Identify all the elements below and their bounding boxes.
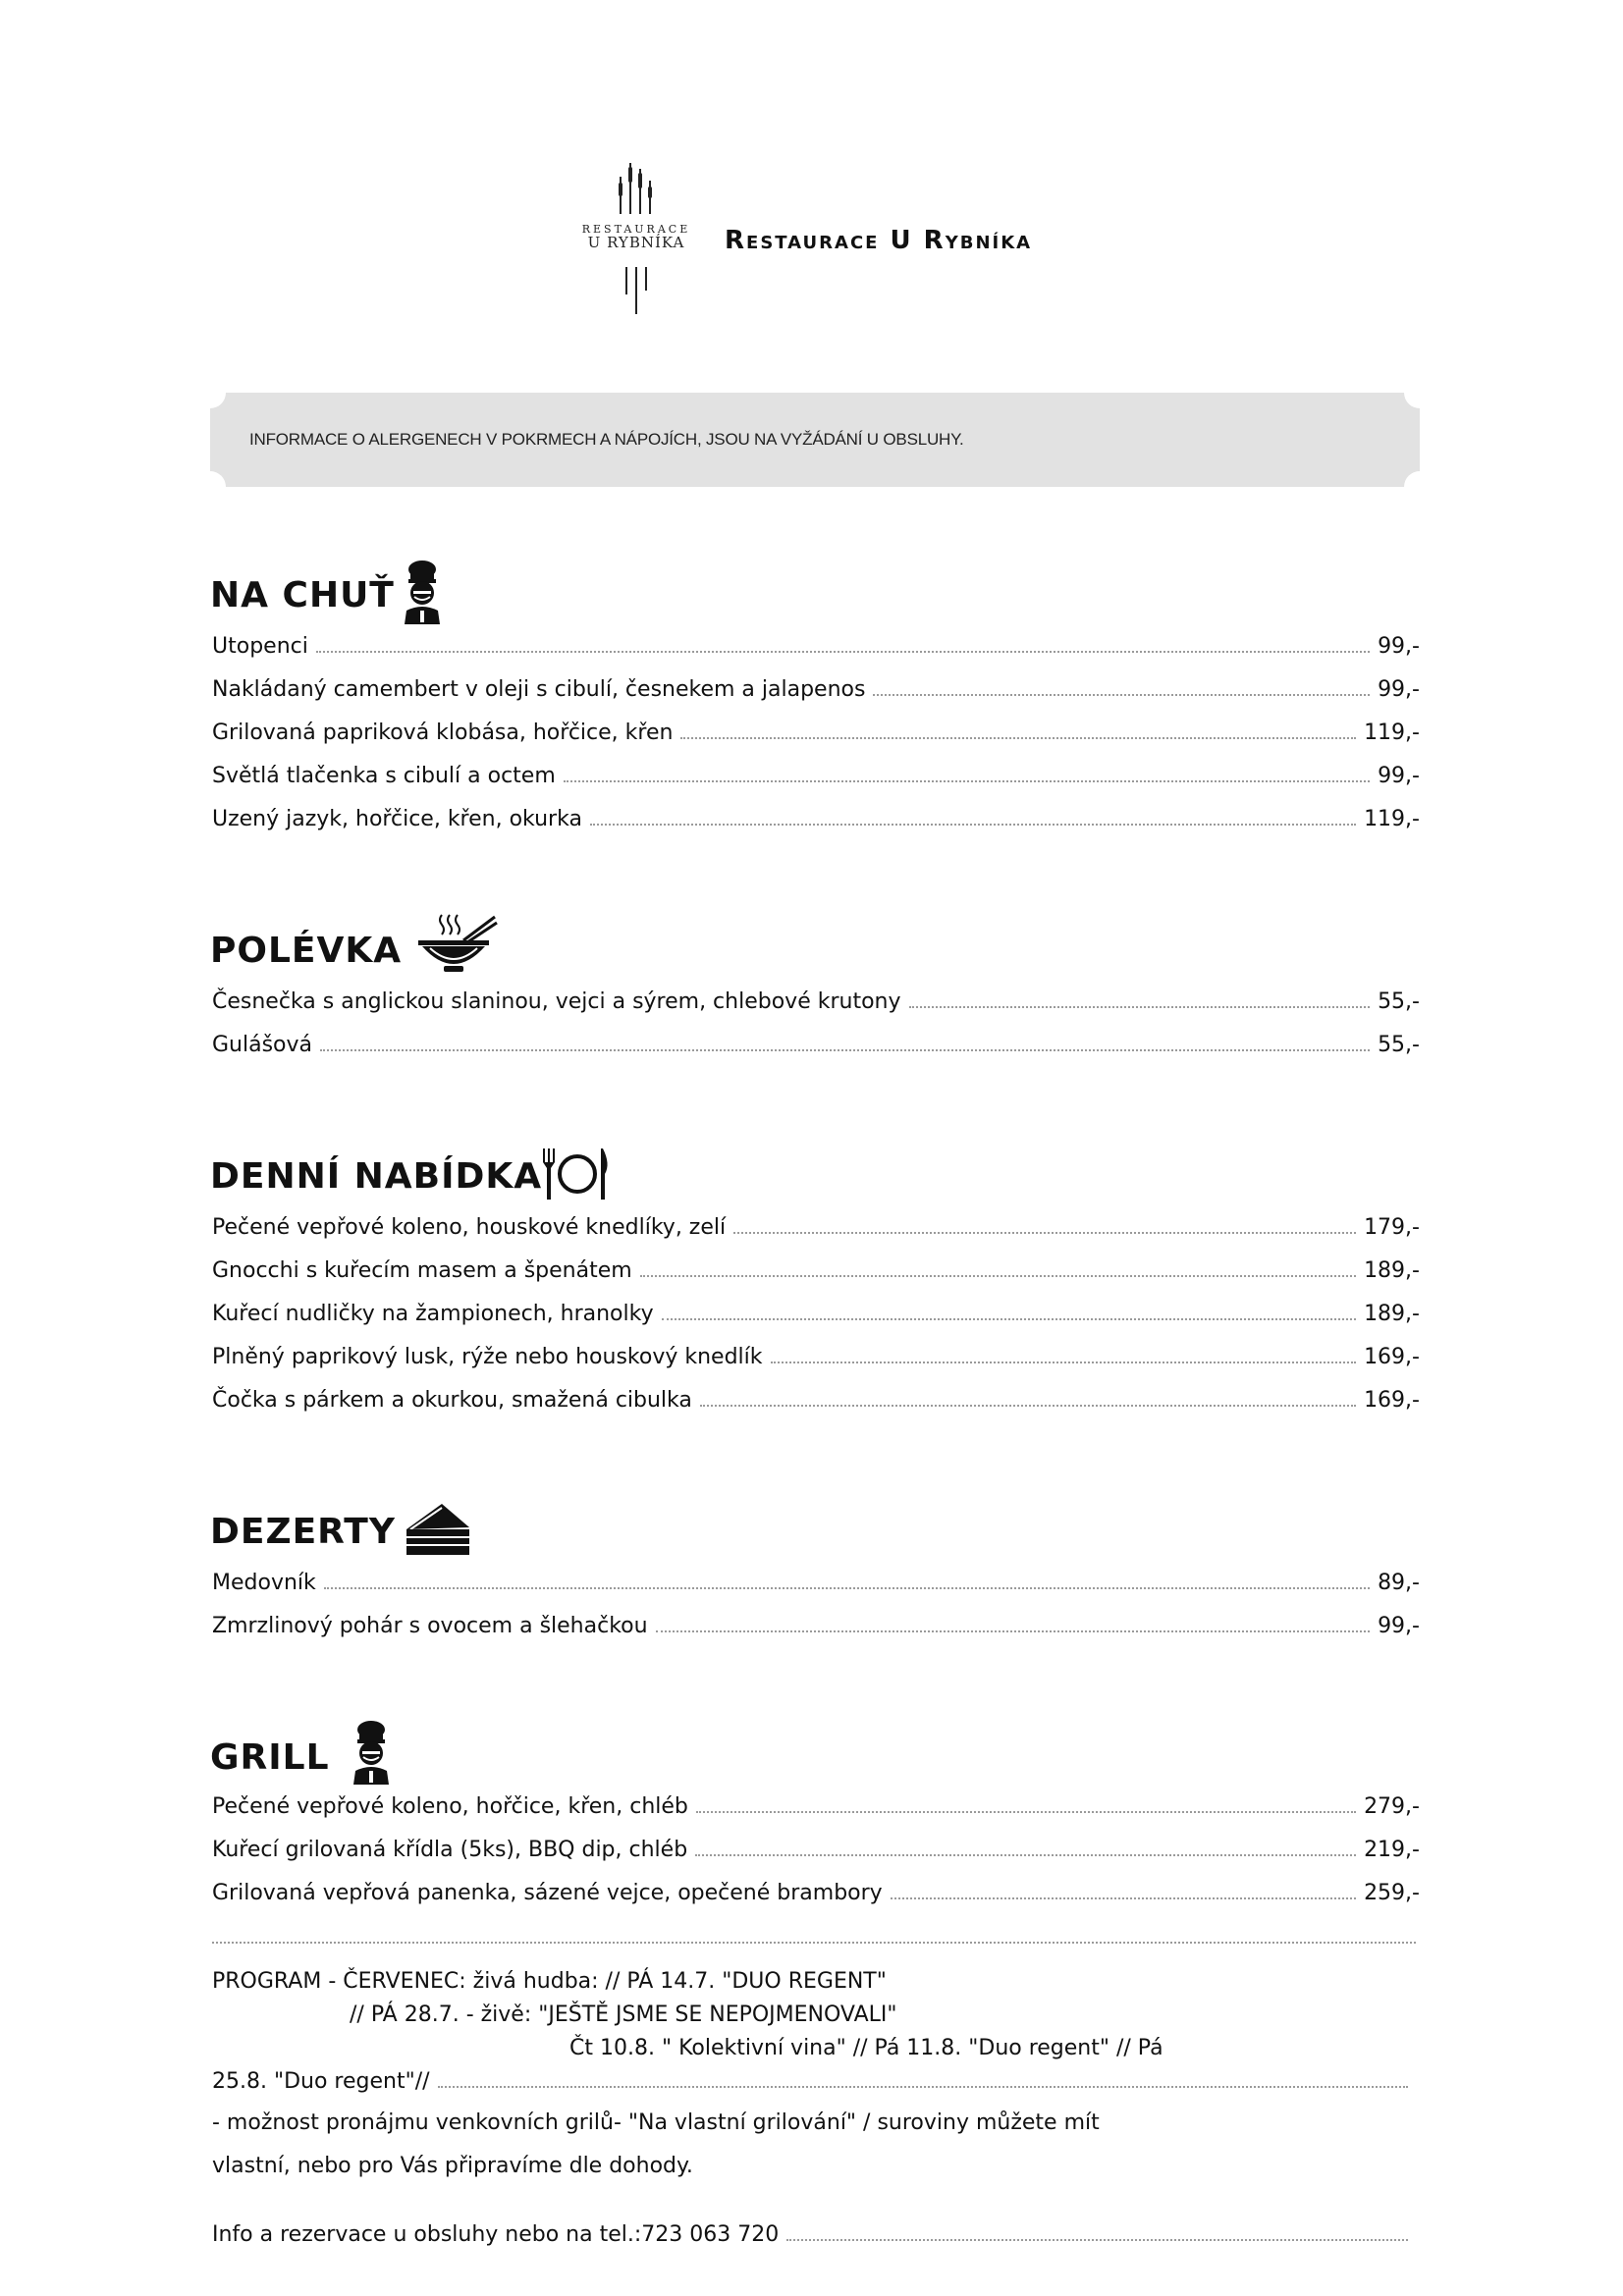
item-price: 219,- bbox=[1364, 1838, 1420, 1862]
leader-dots bbox=[873, 678, 1370, 696]
item-name: Pečené vepřové koleno, houskové knedlíky, zelí bbox=[212, 1215, 727, 1240]
leader-dots bbox=[696, 1795, 1356, 1813]
item-price: 169,- bbox=[1364, 1345, 1420, 1369]
logo-line-1: RESTAURACE bbox=[581, 223, 691, 236]
leader-dots bbox=[891, 1882, 1356, 1899]
chef-icon bbox=[399, 560, 446, 628]
leader-dots bbox=[212, 1942, 1416, 1944]
item-price: 189,- bbox=[1364, 1258, 1420, 1283]
item-price: 169,- bbox=[1364, 1388, 1420, 1413]
allergen-banner bbox=[210, 393, 1420, 487]
leader-dots bbox=[771, 1346, 1357, 1363]
program-line: // PÁ 28.7. - živě: "JEŠTĚ JSME SE NEPOJMENOVALI" bbox=[350, 2002, 897, 2027]
menu-item bbox=[212, 677, 1420, 713]
item-name: Uzený jazyk, hořčice, křen, okurka bbox=[212, 807, 582, 831]
item-name: Kuřecí grilovaná křídla (5ks), BBQ dip, chléb bbox=[212, 1838, 688, 1862]
item-name: Gulášová bbox=[212, 1033, 313, 1057]
menu-item bbox=[212, 989, 1420, 1025]
item-name: Grilovaná papriková klobása, hořčice, křen bbox=[212, 721, 674, 745]
program-line: vlastní, nebo pro Vás připravíme dle dohody. bbox=[212, 2154, 693, 2178]
item-name: Světlá tlačenka s cibulí a octem bbox=[212, 764, 556, 788]
soup-bowl-icon bbox=[416, 911, 499, 982]
allergen-notice: INFORMACE O ALERGENECH V POKRMECH A NÁPOJÍCH, JSOU NA VYŽÁDÁNÍ U OBSLUHY. bbox=[249, 430, 964, 449]
section-title-denni-nabidka: DENNÍ NABÍDKA bbox=[210, 1156, 543, 1197]
contact-info: Info a rezervace u obsluhy nebo na tel.:723 063 720 bbox=[212, 2222, 780, 2247]
item-name: Zmrzlinový pohár s ovocem a šlehačkou bbox=[212, 1614, 648, 1638]
header bbox=[0, 157, 1623, 324]
leader-dots bbox=[786, 2223, 1408, 2241]
menu-item bbox=[212, 1881, 1420, 1916]
item-price: 99,- bbox=[1378, 677, 1420, 702]
chef-icon bbox=[348, 1720, 395, 1789]
leader-dots bbox=[640, 1259, 1356, 1277]
item-price: 89,- bbox=[1378, 1571, 1420, 1595]
menu-item bbox=[212, 1215, 1420, 1251]
leader-dots bbox=[680, 721, 1356, 739]
item-price: 119,- bbox=[1364, 807, 1420, 831]
section-title-grill: GRILL bbox=[210, 1737, 330, 1778]
section-title-dezerty: DEZERTY bbox=[210, 1512, 396, 1552]
plate-cutlery-icon bbox=[540, 1145, 613, 1207]
logo-line-2: U RYBNÍKA bbox=[587, 233, 685, 251]
item-price: 99,- bbox=[1378, 634, 1420, 659]
item-name: Utopenci bbox=[212, 634, 308, 659]
restaurant-name: Restaurace U Rybníka bbox=[725, 226, 1033, 255]
item-price: 119,- bbox=[1364, 721, 1420, 745]
item-price: 179,- bbox=[1364, 1215, 1420, 1240]
leader-dots bbox=[700, 1389, 1356, 1407]
item-name: Medovník bbox=[212, 1571, 316, 1595]
leader-dots bbox=[662, 1303, 1356, 1320]
item-price: 99,- bbox=[1378, 764, 1420, 788]
leader-dots bbox=[438, 2070, 1408, 2088]
menu-item bbox=[212, 634, 1420, 669]
menu-item bbox=[212, 1033, 1420, 1068]
item-name: Česnečka s anglickou slaninou, vejci a sýrem, chlebové krutony bbox=[212, 989, 901, 1014]
program-line: 25.8. "Duo regent"// bbox=[212, 2069, 430, 2094]
restaurant-logo bbox=[577, 157, 695, 324]
item-name: Nakládaný camembert v oleji s cibulí, česnekem a jalapenos bbox=[212, 677, 866, 702]
menu-item bbox=[212, 1571, 1420, 1606]
leader-dots bbox=[324, 1572, 1370, 1589]
menu-item bbox=[212, 1838, 1420, 1873]
item-price: 259,- bbox=[1364, 1881, 1420, 1905]
logo-text bbox=[577, 224, 695, 250]
cake-slice-icon bbox=[403, 1500, 473, 1563]
menu-item bbox=[212, 1614, 1420, 1649]
leader-dots bbox=[909, 990, 1371, 1008]
item-price: 189,- bbox=[1364, 1302, 1420, 1326]
section-title-na-chut: NA CHUŤ bbox=[210, 575, 395, 615]
menu-item bbox=[212, 1258, 1420, 1294]
item-name: Plněný paprikový lusk, rýže nebo houskový knedlík bbox=[212, 1345, 763, 1369]
item-price: 55,- bbox=[1378, 989, 1420, 1014]
item-name: Gnocchi s kuřecím masem a špenátem bbox=[212, 1258, 632, 1283]
leader-dots bbox=[564, 765, 1370, 782]
program-line: Čt 10.8. " Kolektivní vina" // Pá 11.8. "Duo regent" // Pá bbox=[569, 2036, 1163, 2060]
leader-dots bbox=[316, 635, 1370, 653]
leader-dots bbox=[656, 1615, 1371, 1632]
menu-item bbox=[212, 764, 1420, 799]
item-name: Čočka s párkem a okurkou, smažená cibulka bbox=[212, 1388, 692, 1413]
item-price: 279,- bbox=[1364, 1794, 1420, 1819]
item-name: Pečené vepřové koleno, hořčice, křen, chléb bbox=[212, 1794, 688, 1819]
program-line: PROGRAM - ČERVENEC: živá hudba: // PÁ 14.7. "DUO REGENT" bbox=[212, 1969, 887, 1994]
contact-row bbox=[212, 2222, 1416, 2258]
item-name: Grilovaná vepřová panenka, sázené vejce, opečené brambory bbox=[212, 1881, 883, 1905]
leader-dots bbox=[320, 1034, 1370, 1051]
item-price: 99,- bbox=[1378, 1614, 1420, 1638]
menu-item bbox=[212, 1794, 1420, 1830]
menu-item bbox=[212, 721, 1420, 756]
menu-item bbox=[212, 1388, 1420, 1423]
item-name: Kuřecí nudličky na žampionech, hranolky bbox=[212, 1302, 654, 1326]
program-line: - možnost pronájmu venkovních grilů- "Na vlastní grilování" / suroviny můžete mít bbox=[212, 2110, 1100, 2135]
program-row bbox=[212, 2069, 1416, 2105]
menu-item bbox=[212, 1302, 1420, 1337]
leader-dots bbox=[590, 808, 1356, 826]
section-title-polevka: POLÉVKA bbox=[210, 931, 403, 971]
menu-item bbox=[212, 1345, 1420, 1380]
item-price: 55,- bbox=[1378, 1033, 1420, 1057]
leader-dots bbox=[695, 1839, 1356, 1856]
leader-dots bbox=[733, 1216, 1356, 1234]
menu-item bbox=[212, 807, 1420, 842]
